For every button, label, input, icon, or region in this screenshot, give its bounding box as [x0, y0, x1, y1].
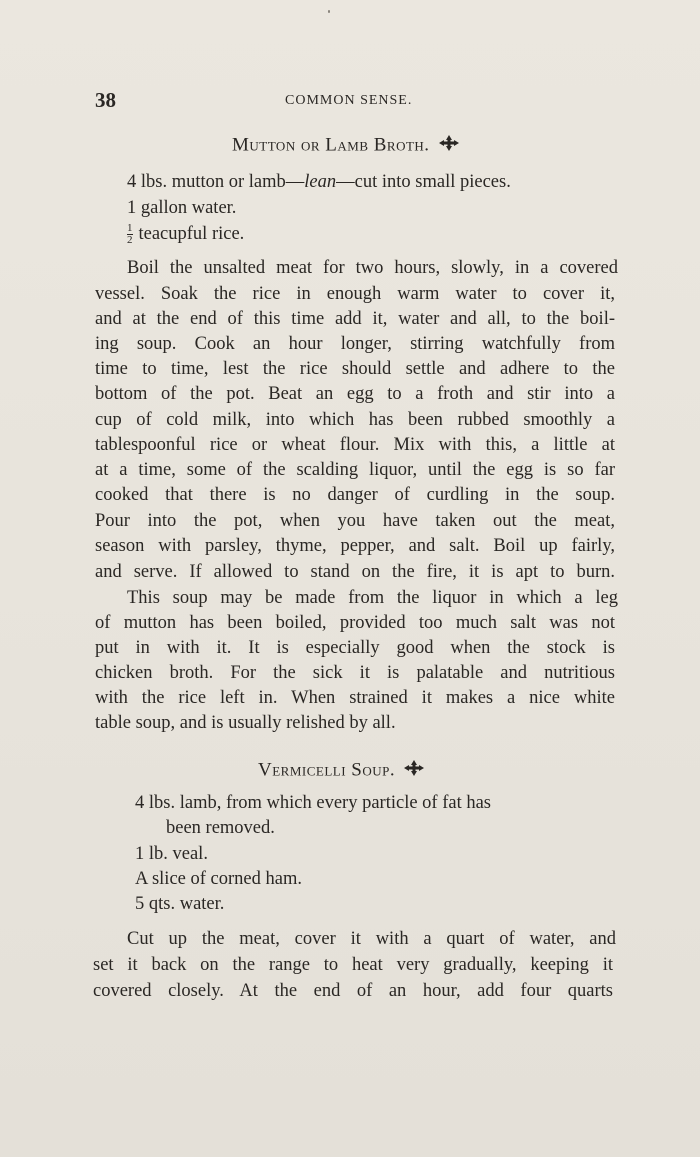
- body-line: set it back on the range to heat very gradually, keeping it: [93, 955, 613, 975]
- ingredient-text: —cut into small pieces.: [336, 172, 511, 192]
- recipe-title-mutton-broth: [232, 134, 460, 158]
- body-line: ing soup. Cook an hour longer, stirring watchfully from: [95, 334, 615, 354]
- body-line: covered closely. At the end of an hour, add four quarts: [93, 981, 613, 1001]
- body-line: cooked that there is no danger of curdling in the soup.: [95, 485, 615, 505]
- recipe-title-text: Vermicelli Soup.: [258, 759, 396, 781]
- body-line: vessel. Soak the rice in enough warm water to cover it,: [95, 284, 615, 304]
- ingredient-line: A slice of corned ham.: [135, 869, 302, 889]
- body-line: with the rice left in. When strained it makes a nice white: [95, 688, 615, 708]
- fraction-half: [127, 224, 133, 245]
- body-line: Boil the unsalted meat for two hours, slowly, in a covered: [127, 258, 618, 278]
- body-line: of mutton has been boiled, provided too much salt was not: [95, 613, 615, 633]
- body-line: table soup, and is usually relished by all.: [95, 713, 396, 733]
- body-line: Pour into the pot, when you have taken out the meat,: [95, 511, 615, 531]
- body-line: at a time, some of the scalding liquor, until the egg is so far: [95, 460, 615, 480]
- ingredient-text: teacupful rice.: [138, 224, 245, 244]
- ingredient-line: 4 lbs. lamb, from which every particle of fat has: [135, 793, 492, 813]
- fraction-numerator: 1: [127, 222, 133, 235]
- ingredient-line: been removed.: [166, 818, 275, 838]
- page-speck: [328, 10, 330, 13]
- body-line: put in with it. It is especially good when the stock is: [95, 638, 615, 658]
- body-line: bottom of the pot. Beat an egg to a froth and stir into a: [95, 384, 615, 404]
- fraction-denominator: 2: [127, 234, 133, 247]
- ingredient-line: 5 qts. water.: [135, 894, 225, 914]
- ingredient-emphasis: lean: [304, 172, 337, 192]
- body-line: time to time, lest the rice should settle and adhere to the: [95, 359, 615, 379]
- page-header: [95, 88, 615, 114]
- ingredient-line: [127, 170, 511, 194]
- body-line: and at the end of this time add it, water and all, to the boil-: [95, 309, 615, 329]
- cross-ornament-icon: [438, 134, 460, 158]
- recipe-title-vermicelli-soup: [258, 759, 425, 783]
- body-line: and serve. If allowed to stand on the fire, it is apt to burn.: [95, 562, 615, 582]
- body-line: Cut up the meat, cover it with a quart of water, and: [127, 929, 616, 949]
- body-line: cup of cold milk, into which has been rubbed smoothly a: [95, 410, 615, 430]
- body-line: season with parsley, thyme, pepper, and salt. Boil up fairly,: [95, 536, 615, 556]
- ingredient-text: 4 lbs. mutton or lamb—: [127, 172, 305, 192]
- cross-ornament-icon: [403, 759, 425, 783]
- body-line: tablespoonful rice or wheat flour. Mix with this, a little at: [95, 435, 615, 455]
- body-line: This soup may be made from the liquor in which a leg: [127, 588, 618, 608]
- body-line: chicken broth. For the sick it is palatable and nutritious: [95, 663, 615, 683]
- ingredient-line: 1 lb. veal.: [135, 844, 208, 864]
- ingredient-line: [127, 222, 244, 246]
- recipe-title-text: Mutton or Lamb Broth.: [232, 134, 430, 156]
- running-head: COMMON SENSE.: [285, 93, 413, 108]
- page-number: 38: [95, 88, 116, 112]
- ingredient-line: 1 gallon water.: [127, 198, 237, 218]
